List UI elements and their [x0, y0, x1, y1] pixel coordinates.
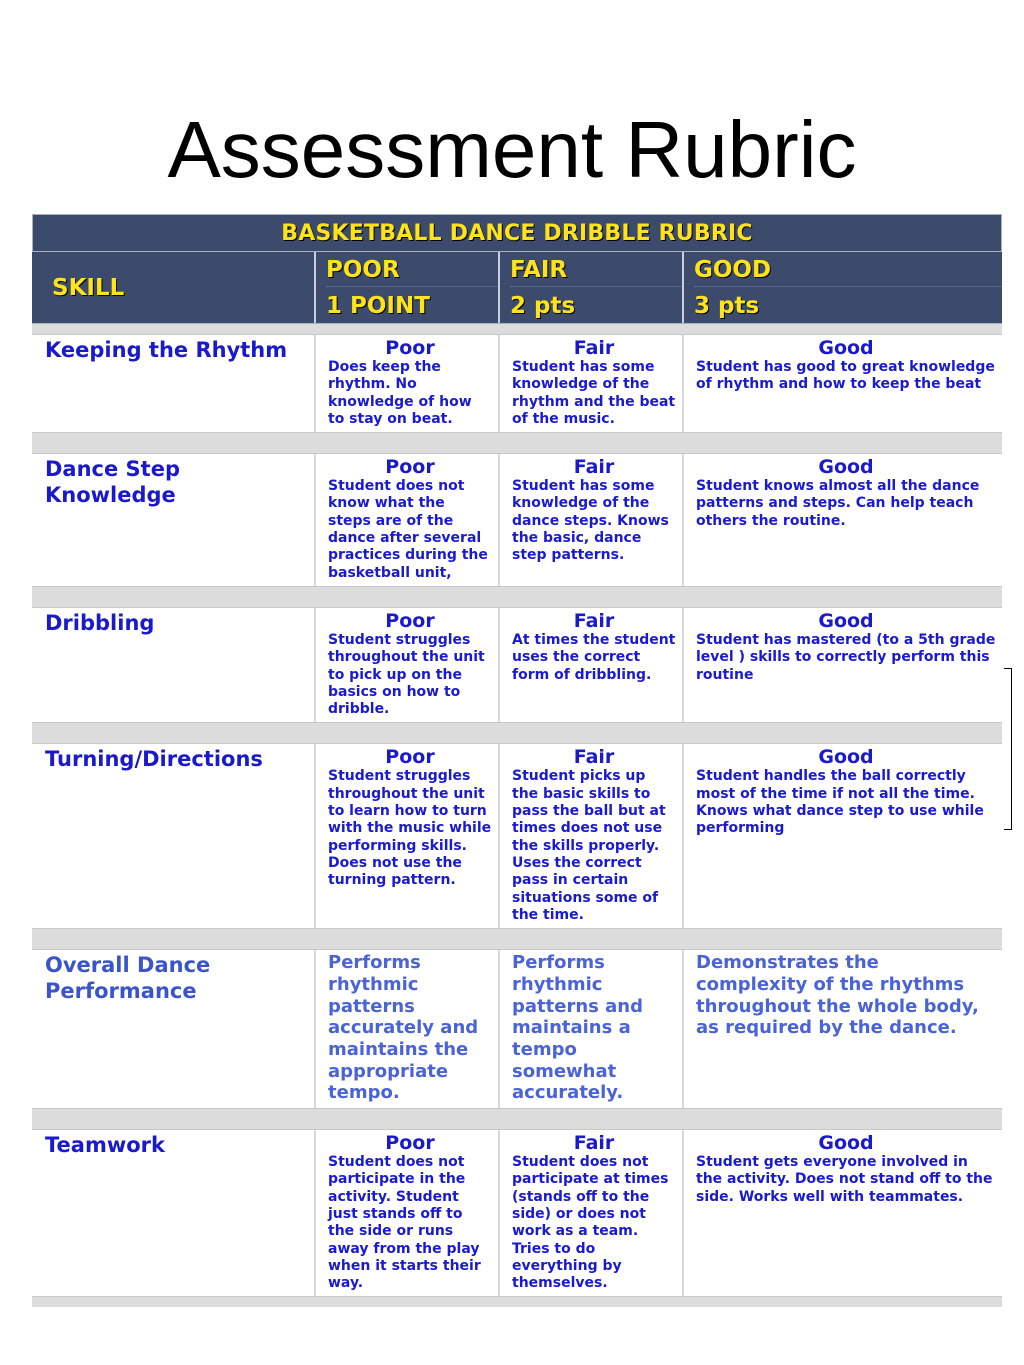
- skill-name: Keeping the Rhythm: [32, 335, 316, 432]
- poor-cell: [316, 744, 500, 928]
- skill-name: Overall Dance Performance: [32, 950, 316, 1108]
- header-poor: [316, 252, 500, 323]
- rubric-row-dance-step: [32, 453, 1002, 587]
- fair-description: At times the student uses the correct form of dribbling.: [512, 631, 676, 683]
- rubric-row-dribbling: [32, 607, 1002, 723]
- good-level: Good: [818, 609, 874, 632]
- good-level: Good: [818, 337, 874, 359]
- fair-cell: [500, 335, 684, 432]
- skill-name: Teamwork: [32, 1130, 316, 1296]
- header-fair: [500, 252, 684, 323]
- header-fair-points: 2 pts: [510, 292, 576, 319]
- rubric-table: [32, 214, 1002, 1307]
- rubric-banner: BASKETBALL DANCE DRIBBLE RUBRIC: [32, 214, 1002, 252]
- poor-level: Poor: [385, 456, 435, 479]
- poor-level: Poor: [385, 609, 435, 632]
- header-good: [684, 252, 1002, 323]
- good-cell: [684, 335, 1002, 432]
- fair-description: Student has some knowledge of the dance steps. Knows the basic, dance step patterns.: [512, 478, 669, 564]
- fair-description: Student picks up the basic skills to pass the ball but at times does not use the skills properly. Uses the correct pass in certain situations some of the time.: [512, 768, 666, 923]
- good-description: Student knows almost all the dance patterns and steps. Can help teach others the routine.: [696, 478, 980, 529]
- fair-description: Performs rhythmic patterns and maintains a tempo somewhat accurately.: [500, 950, 684, 1108]
- good-cell: [684, 454, 1002, 586]
- header-poor-label: POOR: [326, 254, 498, 287]
- rubric-row-overall: [32, 949, 1002, 1109]
- fair-level: Fair: [573, 746, 615, 769]
- good-description: Student handles the ball correctly most of the time if not all the time. Knows what dance step to use while performing: [696, 768, 984, 837]
- poor-description: Student struggles throughout the unit to learn how to turn with the music while performing skills. Does not use the turning pattern.: [328, 768, 492, 889]
- good-description: Student has good to great knowledge of rhythm and how to keep the beat: [696, 359, 995, 393]
- header-poor-points: 1 POINT: [326, 292, 430, 319]
- fair-level: Fair: [573, 337, 615, 359]
- fair-cell: [500, 1130, 684, 1296]
- good-level: Good: [818, 746, 874, 769]
- poor-level: Poor: [385, 337, 435, 359]
- header-good-points: 3 pts: [694, 292, 760, 319]
- rubric-row-teamwork: [32, 1129, 1002, 1297]
- good-cell: [684, 1130, 1002, 1296]
- good-level: Good: [818, 1132, 874, 1155]
- page-title: Assessment Rubric: [167, 105, 857, 194]
- fair-cell: [500, 744, 684, 928]
- skill-name: Turning/Directions: [32, 744, 316, 928]
- fair-description: Student does not participate at times (stands off to the side) or does not work as a team. Tries to do everything by themselves.: [512, 1154, 669, 1292]
- header-good-label: GOOD: [694, 254, 1002, 287]
- rubric-row-keeping-rhythm: [32, 334, 1002, 433]
- poor-description: Student does not know what the steps are of the dance after several practices during the basketball unit,: [328, 478, 488, 581]
- good-cell: [684, 608, 1002, 722]
- fair-level: Fair: [573, 456, 615, 479]
- fair-description: Student has some knowledge of the rhythm and the beat of the music.: [512, 359, 676, 427]
- poor-cell: [316, 335, 500, 432]
- poor-cell: [316, 1130, 500, 1296]
- poor-description: Student struggles throughout the unit to pick up on the basics on how to dribble.: [328, 631, 485, 718]
- poor-level: Poor: [385, 746, 435, 769]
- poor-level: Poor: [385, 1132, 435, 1155]
- fair-level: Fair: [573, 609, 615, 632]
- good-description: Student has mastered (to a 5th grade level ) skills to correctly perform this routine: [696, 631, 996, 683]
- fair-level: Fair: [573, 1132, 615, 1155]
- good-level: Good: [818, 456, 874, 479]
- good-description: Student gets everyone involved in the activity. Does not stand off to the side. Works well with teammates.: [696, 1154, 993, 1205]
- header-row: [32, 252, 1002, 324]
- skill-name: Dance Step Knowledge: [32, 454, 316, 586]
- poor-cell: [316, 454, 500, 586]
- fair-cell: [500, 608, 684, 722]
- side-bracket-line: [1004, 668, 1012, 830]
- poor-cell: [316, 608, 500, 722]
- fair-cell: [500, 454, 684, 586]
- skill-name: Dribbling: [32, 608, 316, 722]
- header-skill: SKILL: [32, 252, 316, 323]
- good-cell: [684, 744, 1002, 928]
- rubric-row-turning: [32, 743, 1002, 929]
- poor-description: Performs rhythmic patterns accurately and maintains the appropriate tempo.: [316, 950, 500, 1108]
- good-description: Demonstrates the complexity of the rhythms throughout the whole body, as required by the dance.: [696, 952, 979, 1039]
- header-fair-label: FAIR: [510, 254, 682, 287]
- poor-description: Does keep the rhythm. No knowledge of how to stay on beat.: [328, 359, 472, 427]
- poor-description: Student does not participate in the activity. Student just stands off to the side or runs away from the play when it starts their way.: [328, 1154, 481, 1292]
